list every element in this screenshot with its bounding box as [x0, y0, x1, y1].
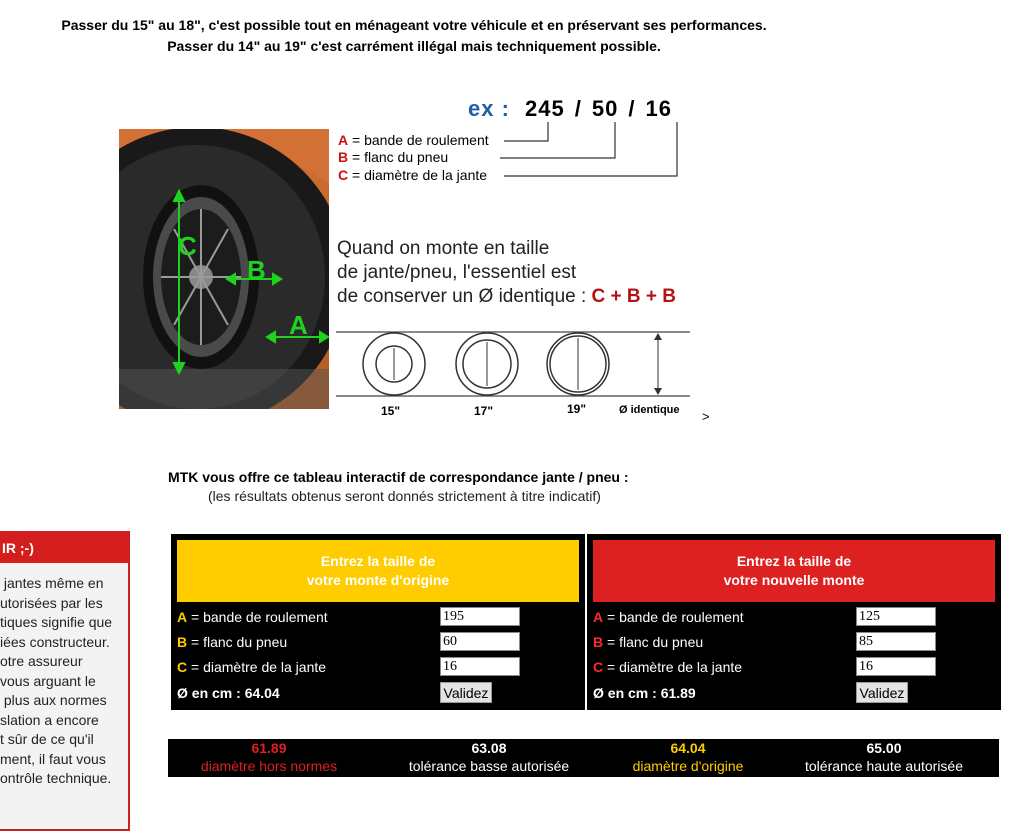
legend-a: A = bande de roulement [338, 132, 489, 148]
side-info-line: vous arguant le [0, 672, 96, 689]
header-line-2: Passer du 14" au 19" c'est carrément illégal mais techniquement possible. [167, 38, 661, 54]
new-result: Ø en cm : 61.89 [593, 685, 696, 701]
explain-line-2: de jante/pneu, l'essentiel est [337, 262, 577, 283]
wheel-label-19: 19" [567, 402, 587, 416]
wheel-label-15: 15" [381, 404, 401, 418]
side-info-line: jantes même en [0, 575, 104, 591]
photo-letter-b: B [247, 255, 266, 285]
origin-sidewall-input[interactable]: 60 [440, 632, 520, 651]
new-row-b-label: B = flanc du pneu [593, 634, 704, 650]
intro-subtitle: (les résultats obtenus seront donnés strictement à titre indicatif) [208, 488, 601, 504]
new-tread-width-input[interactable]: 125 [856, 607, 936, 626]
new-size-panel [587, 534, 1001, 710]
side-info-line: iées constructeur. [0, 633, 110, 650]
tyre-size-example [468, 96, 672, 122]
example-label: ex : [468, 96, 510, 121]
origin-result: Ø en cm : 64.04 [177, 685, 280, 701]
example-rim: 16 [645, 96, 672, 121]
example-ratio: 50 [591, 96, 619, 121]
explain-line-1: Quand on monte en taille [337, 238, 550, 259]
summary-out-of-norms: 61.89 diamètre hors normes [200, 740, 338, 774]
new-rim-diameter-input[interactable]: 16 [856, 657, 936, 676]
formula: C + B + B [591, 286, 677, 307]
side-info-line: ment, il faut vous [0, 750, 106, 767]
new-validate-button[interactable]: Validez [856, 682, 908, 703]
arrow-mark: > [702, 409, 710, 424]
side-info-line: slation a encore [0, 711, 99, 728]
side-info-line: t sûr de ce qu'il [0, 731, 94, 747]
origin-panel-header: Entrez la taille de votre monte d'origine [177, 540, 579, 602]
wheel-label-same-diameter: Ø identique [619, 404, 680, 416]
explain-line-3: de conserver un Ø identique : C + B + B [337, 286, 677, 307]
summary-low-tolerance: 63.08 tolérance basse autorisée [408, 740, 570, 774]
new-row-a-label: A = bande de roulement [593, 609, 744, 625]
new-sidewall-input[interactable]: 85 [856, 632, 936, 651]
side-info-title: IR ;-) [0, 533, 128, 563]
origin-size-panel [171, 534, 585, 710]
photo-letter-c: C [178, 231, 197, 261]
summary-original-diameter: 64.04 diamètre d'origine [632, 740, 744, 774]
origin-rim-diameter-input[interactable]: 16 [440, 657, 520, 676]
slash-1: / [574, 96, 582, 121]
wheels-diagram [336, 328, 692, 400]
diameter-summary-bar [168, 739, 999, 777]
origin-row-c-label: C = diamètre de la jante [177, 659, 327, 675]
new-panel-header: Entrez la taille de votre nouvelle monte [593, 540, 995, 602]
side-info-line: tiques signifie que [0, 614, 113, 630]
side-info-box [0, 531, 130, 831]
summary-high-tolerance: 65.00 tolérance haute autorisée [805, 740, 963, 774]
wheel-label-17: 17" [474, 404, 494, 418]
legend-c: C = diamètre de la jante [338, 167, 488, 183]
intro-title: MTK vous offre ce tableau interactif de correspondance jante / pneu : [168, 469, 629, 485]
new-row-c-label: C = diamètre de la jante [593, 659, 743, 675]
origin-row-a-label: A = bande de roulement [177, 609, 328, 625]
side-info-line: ontrôle technique. [0, 770, 112, 786]
side-info-line: plus aux normes [0, 692, 107, 708]
photo-letter-a: A [289, 310, 308, 340]
legend-connectors [500, 120, 690, 182]
origin-tread-width-input[interactable]: 195 [440, 607, 520, 626]
tyre-photo [119, 129, 329, 409]
header-line-1: Passer du 15" au 18", c'est possible tout en ménageant votre véhicule et en préservant ses performances. [61, 17, 767, 33]
side-info-line: otre assureur [0, 653, 83, 669]
example-width: 245 [525, 96, 565, 121]
slash-2: / [628, 96, 636, 121]
legend-b: B = flanc du pneu [338, 149, 449, 165]
origin-row-b-label: B = flanc du pneu [177, 634, 288, 650]
side-info-line: utorisées par les [0, 594, 103, 611]
origin-validate-button[interactable]: Validez [440, 682, 492, 703]
